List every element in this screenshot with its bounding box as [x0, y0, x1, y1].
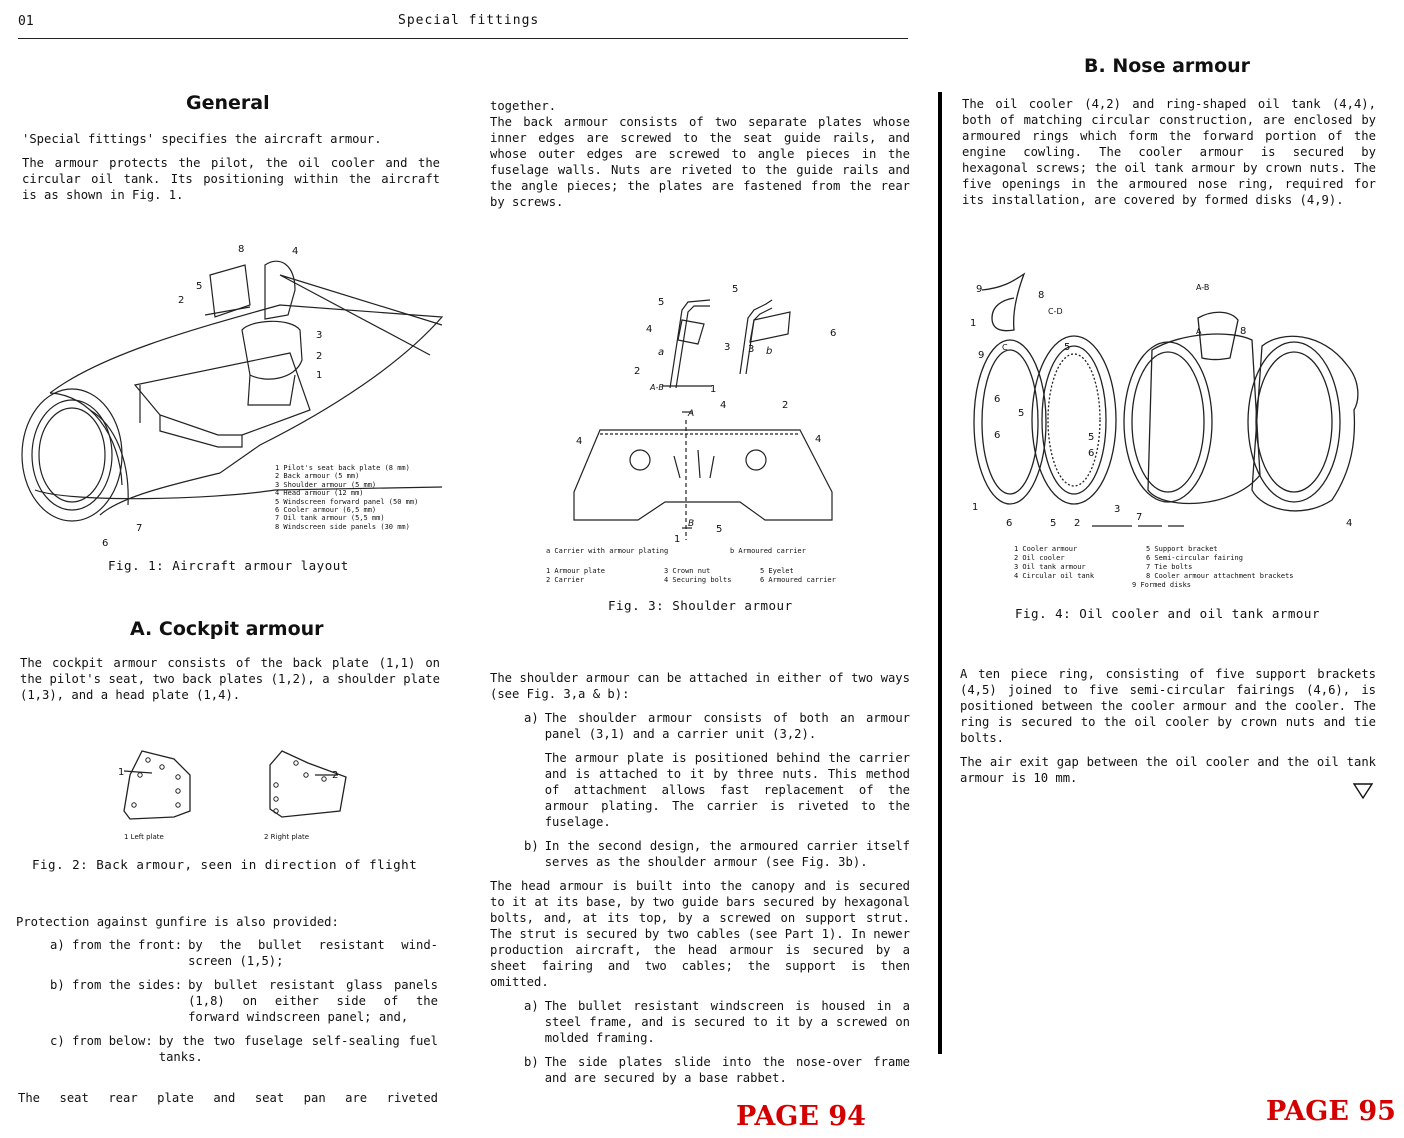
general-paragraph-1: 'Special fittings' specifies the aircraft armour.: [22, 132, 382, 146]
svg-text:5: 5: [658, 297, 665, 308]
head-item-a: a) The bullet resistant windscreen is housed in a steel frame, and is secured to it by a screwed on molded framing.: [524, 999, 910, 1045]
fig4-legend: 1 Cooler armour 5 Support bracket 2 Oil cooler 6 Semi-circular fairing 3 Oil tank armour 7 Tie bolts 4 Circular oil tank 8 Cooler armour attachment brackets 9 Formed disks: [1014, 545, 1294, 589]
svg-text:5: 5: [732, 284, 739, 295]
svg-text:1: 1: [674, 534, 681, 545]
svg-text:4: 4: [815, 434, 822, 445]
svg-text:6: 6: [1006, 518, 1013, 529]
svg-text:3: 3: [748, 344, 755, 355]
svg-text:4: 4: [646, 324, 653, 335]
fig2-callout-1: 1: [118, 767, 125, 778]
svg-text:1: 1: [316, 370, 323, 381]
nose-armour-heading: B. Nose armour: [1084, 55, 1251, 77]
svg-text:A-B: A-B: [1196, 283, 1210, 292]
header-rule: [18, 38, 908, 39]
svg-text:A-B: A-B: [650, 383, 664, 392]
svg-text:3: 3: [316, 330, 323, 341]
protection-item-below: c) from below: by the two fuselage self-sealing fuel tanks.: [50, 1034, 438, 1064]
general-paragraph-2: The armour protects the pilot, the oil cooler and the circular oil tank. Its positioning within the aircraft is as shown in Fig. 1.: [22, 156, 440, 202]
svg-text:b: b: [766, 346, 773, 357]
general-text: [22, 131, 440, 203]
back-armour-text: [490, 114, 910, 210]
svg-text:4: 4: [292, 246, 299, 257]
svg-text:9: 9: [976, 284, 983, 295]
cockpit-text: [20, 655, 440, 703]
page-number-94: PAGE 94: [736, 1101, 866, 1132]
svg-text:4: 4: [720, 400, 727, 411]
svg-text:2: 2: [178, 295, 185, 306]
svg-text:5: 5: [1064, 342, 1071, 353]
svg-text:1: 1: [970, 318, 977, 329]
svg-text:A: A: [1196, 327, 1202, 336]
svg-text:7: 7: [1136, 512, 1143, 523]
running-title: Special fittings: [398, 13, 540, 28]
svg-text:8: 8: [1240, 326, 1247, 337]
closing-line: The seat rear plate and seat pan are riveted: [18, 1091, 438, 1105]
fig2-label-left: 1 Left plate: [124, 833, 164, 841]
fig2-back-armour: [110, 745, 360, 845]
protection-item-front: a) from the front: by the bullet resistant wind-screen (1,5);: [50, 938, 438, 968]
head-armour-paragraph: The head armour is built into the canopy and is secured to it at its base, by two guide bars secured by hexagonal bolts, and, at its top, by a screwed on support strut. The strut is secured by two cables (see Part 1). In newer production aircraft, the head armour is secured by a sheet fairing and two cables; the support is then omitted.: [490, 879, 910, 989]
continued-together: together.: [490, 99, 557, 113]
fig2-label-right: 2 Right plate: [264, 833, 310, 841]
protection-list: [50, 937, 438, 1065]
svg-text:B: B: [688, 519, 695, 529]
nose-armour-text-2: [960, 666, 1376, 786]
nose-paragraph-3: The air exit gap between the oil cooler and the oil tank armour is 10 mm.: [960, 755, 1376, 785]
fig1-legend: 1 Pilot's seat back plate (8 mm) 2 Back armour (5 mm) 3 Shoulder armour (5 mm) 4 Head armour (12 mm) 5 Windscreen forward panel (50 mm) 6 Cooler armour (6,5 mm) 7 Oil tank armour (5,5 mm) 8 Windscreen side panels (30 mm): [275, 464, 419, 531]
page-number-95: PAGE 95: [1266, 1096, 1396, 1127]
shoulder-item-b: b) In the second design, the armoured carrier itself serves as the shoulder armour (see Fig. 3b).: [524, 839, 910, 869]
protection-item-sides: b) from the sides: by bullet resistant glass panels (1,8) on either side of the forward windscreen panel; and,: [50, 978, 438, 1024]
svg-text:6: 6: [830, 328, 837, 339]
svg-text:5: 5: [1018, 408, 1025, 419]
svg-text:C-D: C-D: [1048, 307, 1063, 316]
fig1-caption: Fig. 1: Aircraft armour layout: [108, 558, 349, 573]
svg-text:9: 9: [978, 350, 985, 361]
fig2-callout-2: 2: [332, 770, 339, 781]
cockpit-paragraph: The cockpit armour consists of the back plate (1,1) on the pilot's seat, two back plates (1,2), a shoulder plate (1,3), and a head plate (1,4).: [20, 656, 440, 702]
svg-text:2: 2: [316, 351, 323, 362]
fig3-sub-labels: a Carrier with armour plating b Armoured carrier: [546, 547, 806, 555]
svg-text:5: 5: [1088, 432, 1095, 443]
svg-text:3: 3: [724, 342, 731, 353]
shoulder-intro: The shoulder armour can be attached in either of two ways (see Fig. 3,a & b):: [490, 671, 910, 701]
svg-text:A: A: [688, 409, 695, 419]
fig3-caption: Fig. 3: Shoulder armour: [608, 598, 793, 613]
svg-text:6: 6: [994, 430, 1001, 441]
svg-text:5: 5: [1050, 518, 1057, 529]
svg-text:1: 1: [972, 502, 979, 513]
fig3-shoulder-armour: [570, 280, 860, 545]
general-heading: General: [186, 92, 270, 114]
shoulder-item-a: a) The shoulder armour consists of both an armour panel (3,1) and a carrier unit (3,2). The armour plate is positioned behind the carrier and is attached to it by three nuts. This method of attachment allows fast replacement of the armour plating. The carrier is riveted to the fuselage.: [524, 711, 910, 829]
svg-text:a: a: [658, 347, 665, 358]
nose-paragraph-1: The oil cooler (4,2) and ring-shaped oil tank (4,4), both of matching circular construction, are enclosed by armoured rings which form the forward portion of the engine cowling. The cooler armour is secured by hexagonal screws; the oil tank armour by crown nuts. The five openings in the armoured nose ring, required for its installation, are covered by formed disks (4,9).: [962, 97, 1376, 207]
head-item-b: b) The side plates slide into the nose-over frame and are secured by a base rabbet.: [524, 1055, 910, 1085]
protection-intro: Protection against gunfire is also provided:: [16, 915, 339, 929]
nose-armour-text: [962, 96, 1376, 208]
svg-text:8: 8: [1038, 290, 1045, 301]
svg-text:5: 5: [716, 524, 723, 535]
svg-text:2: 2: [1074, 518, 1081, 529]
svg-text:5: 5: [196, 281, 203, 292]
svg-text:2: 2: [782, 400, 789, 411]
fig3-callouts: [576, 284, 836, 545]
svg-text:4: 4: [1346, 518, 1353, 529]
nose-paragraph-2: A ten piece ring, consisting of five support brackets (4,5) joined to five semi-circular fairings (4,6), is positioned between the cooler armour and the cooler. The ring is secured to the oil cooler by crown nuts and tie bolts.: [960, 667, 1376, 745]
svg-text:4: 4: [576, 436, 583, 447]
end-of-section-triangle-icon: [1352, 782, 1374, 800]
shoulder-armour-text: [490, 670, 910, 1086]
svg-text:6: 6: [1088, 448, 1095, 459]
fig3-legend: 1 Armour plate 3 Crown nut 5 Eyelet 2 Carrier 4 Securing bolts 6 Armoured carrier: [546, 567, 836, 584]
svg-text:7: 7: [136, 523, 143, 534]
svg-text:1: 1: [710, 384, 717, 395]
svg-text:2: 2: [634, 366, 641, 377]
fig4-caption: Fig. 4: Oil cooler and oil tank armour: [1015, 606, 1320, 621]
svg-text:C: C: [1002, 343, 1008, 352]
back-armour-paragraph: The back armour consists of two separate plates whose inner edges are screwed to the seat guide rails, and whose outer edges are screwed to angle pieces in the fuselage walls. Nuts are riveted to the guide rails and the angle pieces; the plates are fastened from the rear by screws.: [490, 115, 910, 209]
fig4-oil-cooler-armour: [962, 270, 1387, 538]
column-divider: [938, 92, 942, 1054]
fig2-caption: Fig. 2: Back armour, seen in direction of flight: [32, 857, 418, 872]
cockpit-armour-heading: A. Cockpit armour: [130, 618, 324, 640]
svg-text:3: 3: [1114, 504, 1121, 515]
svg-text:6: 6: [102, 538, 109, 549]
svg-text:8: 8: [238, 244, 245, 255]
svg-text:6: 6: [994, 394, 1001, 405]
page-reference: 01: [18, 14, 34, 29]
